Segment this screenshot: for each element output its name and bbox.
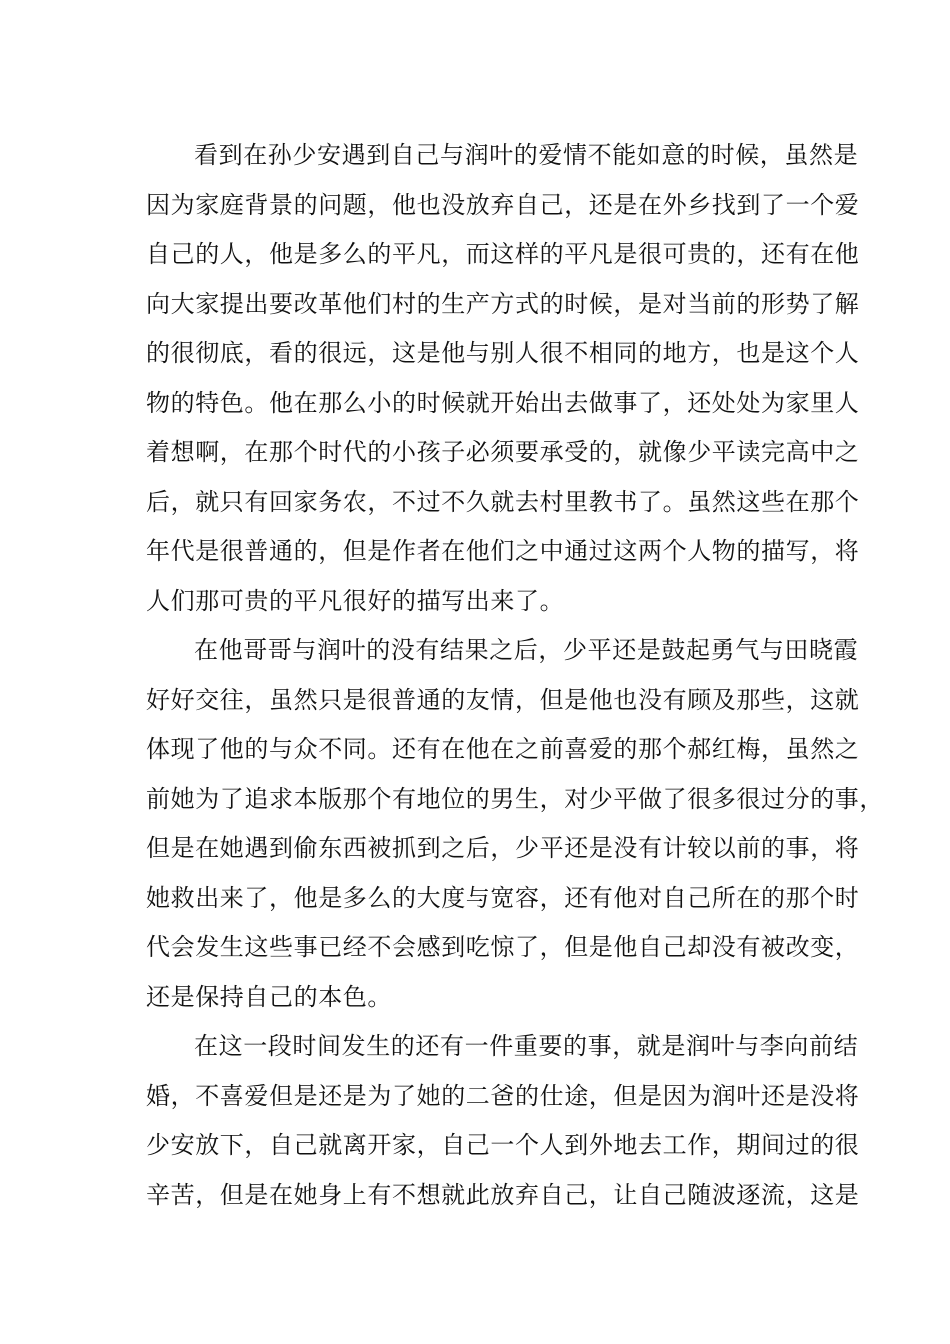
paragraph-line: 还是保持自己的本色。	[146, 982, 392, 1011]
paragraph-line: 前她为了追求本版那个有地位的男生，对少平做了很多很过分的事，	[146, 784, 884, 813]
paragraph-line: 婚，不喜爱但是还是为了她的二爸的仕途，但是因为润叶还是没将	[146, 1081, 860, 1110]
paragraph-line: 自己的人，他是多么的平凡，而这样的平凡是很可贵的，还有在他	[146, 240, 860, 268]
paragraph-line: 代会发生这些事已经不会感到吃惊了，但是他自己却没有被改变，	[146, 933, 860, 961]
paragraph-line: 看到在孙少安遇到自己与润叶的爱情不能如意的时候，虽然是	[194, 141, 859, 169]
document-body	[146, 131, 884, 1220]
paragraph-line: 好好交往，虽然只是很普通的友情，但是他也没有顾及那些，这就	[146, 685, 860, 714]
paragraph-2	[146, 626, 884, 1022]
paragraph-line: 体现了他的与众不同。还有在他在之前喜爱的那个郝红梅，虽然之	[146, 735, 860, 763]
paragraph-line: 着想啊，在那个时代的小孩子必须要承受的，就像少平读完高中之	[146, 438, 860, 466]
paragraph-line: 但是在她遇到偷东西被抓到之后，少平还是没有计较以前的事，将	[146, 834, 860, 862]
paragraph-line: 物的特色。他在那么小的时候就开始出去做事了，还处处为家里人	[146, 388, 860, 417]
paragraph-line: 的很彻底，看的很远，这是他与别人很不相同的地方，也是这个人	[146, 339, 860, 367]
paragraph-3	[146, 1022, 860, 1220]
paragraph-line: 向大家提出要改革他们村的生产方式的时候，是对当前的形势了解	[146, 289, 860, 318]
paragraph-line: 她救出来了，他是多么的大度与宽容，还有他对自己所在的那个时	[146, 883, 860, 912]
paragraph-line: 人们那可贵的平凡很好的描写出来了。	[146, 586, 565, 615]
paragraph-line: 在他哥哥与润叶的没有结果之后，少平还是鼓起勇气与田晓霞	[194, 636, 859, 664]
paragraph-line: 年代是很普通的，但是作者在他们之中通过这两个人物的描写，将	[146, 537, 860, 565]
paragraph-line: 少安放下，自己就离开家，自己一个人到外地去工作，期间过的很	[146, 1131, 860, 1159]
paragraph-1	[146, 131, 860, 626]
paragraph-line: 因为家庭背景的问题，他也没放弃自己，还是在外乡找到了一个爱	[146, 190, 860, 219]
paragraph-line: 后，就只有回家务农，不过不久就去村里教书了。虽然这些在那个	[146, 487, 860, 516]
paragraph-line: 辛苦，但是在她身上有不想就此放弃自己，让自己随波逐流，这是	[146, 1180, 860, 1209]
paragraph-line: 在这一段时间发生的还有一件重要的事，就是润叶与李向前结	[194, 1032, 859, 1060]
